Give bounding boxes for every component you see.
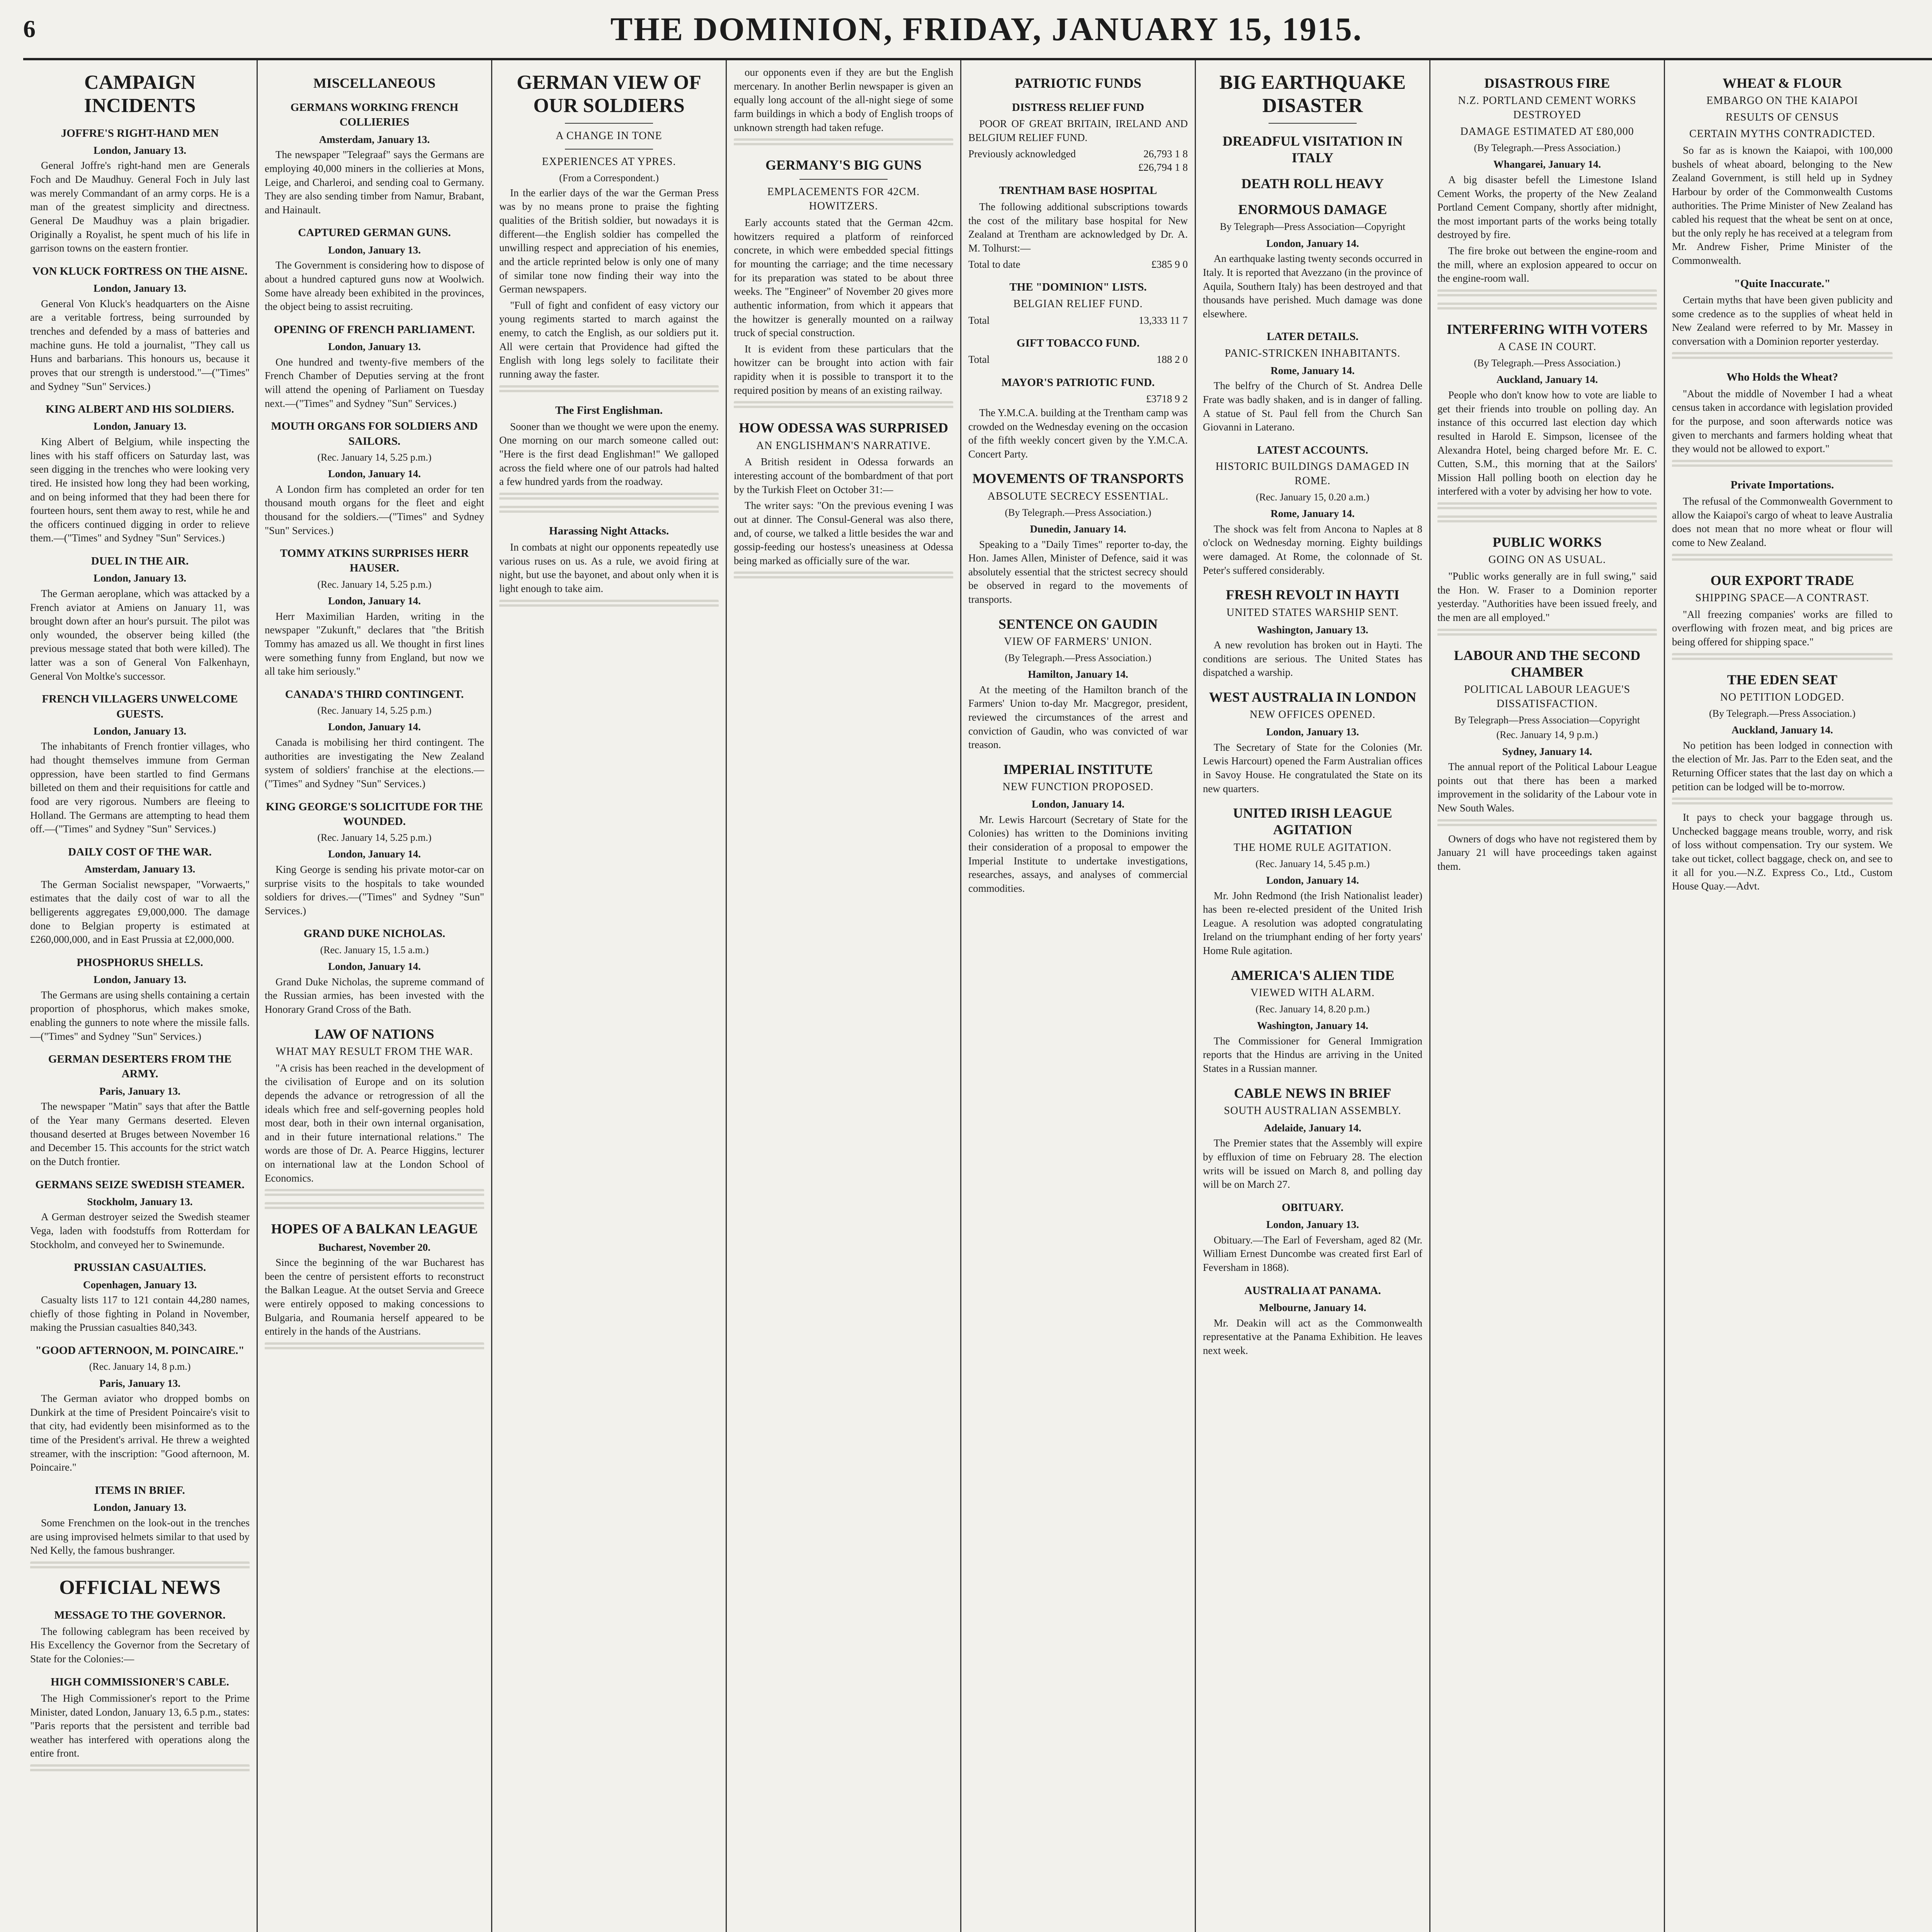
subheadline: EMPLACEMENTS FOR 42CM. HOWITZERS. bbox=[767, 186, 920, 213]
article-text: The shock was felt from Ancona to Naples at 8 o'clock on Wednesday morning. Eighty buildings were damaged. At Rome, the colonnade of St. Peter's suffered considerably. bbox=[1203, 523, 1422, 576]
subheadline: DEATH ROLL HEAVY bbox=[1241, 175, 1384, 191]
dateline: Auckland, January 14. bbox=[1496, 374, 1598, 386]
headline: MAYOR'S PATRIOTIC FUND. bbox=[1001, 376, 1155, 389]
article-text: The German Socialist newspaper, "Vorwaerts," estimates that the daily cost of war to all the belligerents aggregates £9,000,000. The damage done to Belgian property is estimated at £260,000,000, and in East Prussia at £2,000,000. bbox=[30, 878, 250, 946]
fund-row bbox=[968, 314, 1188, 328]
subheadline: NEW OFFICES OPENED. bbox=[1250, 709, 1376, 721]
fund-label: Total bbox=[968, 314, 990, 326]
dateline: London, January 14. bbox=[1031, 798, 1125, 810]
headline: TRENTHAM BASE HOSPITAL bbox=[999, 184, 1157, 197]
illegible-text-block bbox=[1437, 819, 1657, 828]
column-2 bbox=[258, 60, 492, 1932]
headline: Who Holds the Wheat? bbox=[1726, 371, 1838, 384]
article-text: Casualty lists 117 to 121 contain 44,280 names, chiefly of those fighting in Poland in November, making the Prussian casualties 840,343. bbox=[30, 1294, 250, 1333]
illegible-text-block bbox=[1437, 515, 1657, 525]
subheadline: THE HOME RULE AGITATION. bbox=[1233, 841, 1392, 854]
article-text: The writer says: "On the previous evening I was out at dinner. The Consul-General was also there, and, of course, we talked a little besides the war and gossip-feeding our hostess's uneasiness at Odessa being marked as officially sure of the war. bbox=[734, 500, 953, 566]
headline: GIFT TOBACCO FUND. bbox=[1016, 337, 1140, 350]
fund-value: 26,793 1 8 bbox=[1143, 148, 1188, 160]
headline: LABOUR AND THE SECOND CHAMBER bbox=[1454, 647, 1641, 680]
subheadline: A CASE IN COURT. bbox=[1498, 341, 1597, 353]
headline: WEST AUSTRALIA IN LONDON bbox=[1209, 689, 1417, 705]
illegible-text-block bbox=[499, 506, 719, 515]
dateline: Sydney, January 14. bbox=[1502, 745, 1592, 757]
source-line: (From a Correspondent.) bbox=[559, 172, 659, 184]
subheadline: SHIPPING SPACE—A CONTRAST. bbox=[1695, 592, 1869, 604]
fund-value: £385 9 0 bbox=[1151, 258, 1188, 270]
headline: AUSTRALIA AT PANAMA. bbox=[1244, 1284, 1381, 1297]
article-text: The Secretary of State for the Colonies (Mr. Lewis Harcourt) opened the Farm Australian offices in Savoy House. He congratulated the State on its new quarters. bbox=[1203, 741, 1422, 794]
newspaper-title: THE DOMINION, FRIDAY, JANUARY 15, 1915. bbox=[610, 10, 1363, 48]
article-text: Grand Duke Nicholas, the supreme command of the Russian armies, has been invested with the Honorary Grand Cross of the Bath. bbox=[265, 976, 484, 1015]
fund-total-row bbox=[968, 392, 1188, 406]
received-line: (Rec. January 14, 8.20 p.m.) bbox=[1255, 1003, 1370, 1015]
headline: GERMAN DESERTERS FROM THE ARMY. bbox=[48, 1053, 232, 1080]
article-text: Since the beginning of the war Bucharest has been the centre of persistent efforts to reconstruct the Balkan League. At the outset Servia and Greece were entirely opposed to making concessions to Bulgaria, and Roumania herself appeared to be entirely in the hands of the Austrians. bbox=[265, 1257, 484, 1337]
article-text: King Albert of Belgium, while inspecting the lines with his staff officers on Saturday last, was seen digging in the trenches who were looking very tired. He insisted how long they had been working, and on being informed that they had been there for fourteen hours, sent them away to rest, while he and the officers continued digging in order to relieve them.—("Times" and Sydney "Sun" Services.) bbox=[30, 436, 250, 544]
dateline: Paris, January 13. bbox=[99, 1377, 180, 1389]
headline: DUEL IN THE AIR. bbox=[91, 555, 189, 568]
fund-value: 13,333 11 7 bbox=[1138, 314, 1188, 326]
headline: GERMANY'S BIG GUNS bbox=[765, 157, 922, 173]
illegible-text-block bbox=[1437, 502, 1657, 512]
dateline: London, January 14. bbox=[328, 848, 421, 860]
received-line: (Rec. January 14, 8 p.m.) bbox=[89, 1361, 191, 1372]
article-text: A London firm has completed an order for ten thousand mouth organs for the fleet and eight thousand for the soldiers.—("Times" and Sydney "Sun" Services.) bbox=[265, 483, 484, 536]
headline: FRENCH VILLAGERS UNWELCOME GUESTS. bbox=[42, 693, 238, 720]
dateline: Bucharest, November 20. bbox=[318, 1241, 430, 1253]
byline: By Telegraph—Press Association—Copyright bbox=[1219, 221, 1406, 233]
column-1 bbox=[23, 60, 258, 1932]
subheadline: SOUTH AUSTRALIAN ASSEMBLY. bbox=[1224, 1104, 1401, 1117]
subheadline: EXPERIENCES AT YPRES. bbox=[542, 155, 676, 168]
article-text: Some Frenchmen on the look-out in the trenches are using improvised helmets similar to that used by Ned Kelly, the famous bushranger. bbox=[30, 1517, 250, 1556]
headline: VON KLUCK FORTRESS ON THE AISNE. bbox=[32, 265, 248, 277]
headline: SENTENCE ON GAUDIN bbox=[998, 616, 1158, 632]
headline: OPENING OF FRENCH PARLIAMENT. bbox=[274, 323, 475, 336]
illegible-text-block bbox=[499, 493, 719, 502]
subheadline: HISTORIC BUILDINGS DAMAGED IN ROME. bbox=[1215, 461, 1410, 487]
article-text: One hundred and twenty-five members of the French Chamber of Deputies serving at the front will attend the opening of Parliament on Tuesday next.—("Times" and Sydney "Sun" Services.) bbox=[265, 356, 484, 409]
headline: OFFICIAL NEWS bbox=[59, 1576, 221, 1599]
dateline: London, January 14. bbox=[328, 961, 421, 973]
illegible-text-block bbox=[1672, 554, 1893, 563]
article-text: The Y.M.C.A. building at the Trentham camp was crowded on the Wednesday evening on the occasion of the fifth weekly concert given by the Y.M.C.A. Concert Party. bbox=[968, 406, 1188, 460]
article-text: Canada is mobilising her third contingent. The authorities are investigating the New Zealand system of soldiers' franchise at the elections.—("Times" and Sydney "Sun" Services.) bbox=[265, 736, 484, 789]
byline: (By Telegraph.—Press Association.) bbox=[1474, 142, 1621, 154]
article-text: A British resident in Odessa forwards an interesting account of the bombardment of that port by the Turkish Fleet on October 31:— bbox=[734, 456, 953, 495]
article-text: General Joffre's right-hand men are Generals Foch and De Maudhuy. General Foch in July last was merely Commandant of an army corps. He is a man of the greatest simplicity and directness. General De Maudhuy was a plain brigadier. Originally a Royalist, he spent much of his life in garrison towns on the eastern frontier. bbox=[30, 160, 250, 254]
headline: MOVEMENTS OF TRANSPORTS bbox=[972, 471, 1184, 486]
illegible-text-block bbox=[499, 600, 719, 609]
headline: MISCELLANEOUS bbox=[313, 75, 436, 91]
columns bbox=[23, 60, 1932, 1932]
headline: HIGH COMMISSIONER'S CABLE. bbox=[51, 1675, 229, 1688]
dateline: London, January 13. bbox=[93, 282, 187, 294]
page-number: 6 bbox=[23, 15, 37, 43]
headline: Harassing Night Attacks. bbox=[549, 524, 669, 537]
headline: UNITED IRISH LEAGUE AGITATION bbox=[1233, 805, 1393, 838]
headline: THE "DOMINION" LISTS. bbox=[1009, 281, 1147, 294]
headline: LATER DETAILS. bbox=[1267, 330, 1359, 343]
article-text: A big disaster befell the Limestone Island Cement Works, the property of the New Zealand Portland Cement Company, shortly after midnight, the most important parts of the works being totally destroyed by fire. bbox=[1437, 173, 1657, 241]
dateline: Amsterdam, January 13. bbox=[84, 863, 196, 875]
column-7 bbox=[1430, 60, 1665, 1932]
subheadline: VIEWED WITH ALARM. bbox=[1250, 986, 1375, 999]
article-text: Herr Maximilian Harden, writing in the newspaper "Zukunft," declares that "the British Tommy has amazed us all. We thought in first lines were something funny from England, but now we all take him seriously." bbox=[265, 610, 484, 677]
article-text: The Government is considering how to dispose of about a hundred captured guns now at Woolwich. Some have already been exhibited in the provinces, the object being to assist recruiting. bbox=[265, 259, 484, 313]
headline: PUBLIC WORKS bbox=[1492, 534, 1602, 550]
article-text: The High Commissioner's report to the Prime Minister, dated London, January 13, 6.5 p.m., states: "Paris reports that the persistent and terrible bad weather has interfered with operations along the entire front. bbox=[30, 1692, 250, 1759]
advertisement-text: It pays to check your baggage through us. Unchecked baggage means trouble, worry, and risk of loss without compensation. Try our system. We take out ticket, collect baggage, check on, and see to it all for you.—N.Z. Express Co., Ltd., Custom House Quay.—Advt. bbox=[1672, 811, 1893, 892]
illegible-text-block bbox=[1672, 798, 1893, 807]
dateline: London, January 14. bbox=[1266, 874, 1359, 886]
article-text: Mr. John Redmond (the Irish Nationalist leader) has been re-elected president of the United Irish League. A resolution was adopted congratulating Ireland on the triumphant ending of her forty years' Home Rule agitation. bbox=[1203, 889, 1422, 957]
subheadline: ABSOLUTE SECRECY ESSENTIAL. bbox=[987, 490, 1169, 502]
headline: DAILY COST OF THE WAR. bbox=[68, 845, 212, 858]
headline: CAMPAIGN INCIDENTS bbox=[84, 71, 196, 117]
subheadline: CERTAIN MYTHS CONTRADICTED. bbox=[1689, 128, 1876, 140]
article-text: At the meeting of the Hamilton branch of the Farmers' Union to-day Mr. Macgregor, president, reviewed the circumstances of the arrest and conviction of Gaudin, who was convicted of war treason. bbox=[968, 684, 1188, 751]
dateline: Dunedin, January 14. bbox=[1030, 523, 1126, 535]
dateline: Paris, January 13. bbox=[99, 1085, 180, 1097]
article-text: The annual report of the Political Labour League points out that there has been a marked improvement in the solidarity of the Labour vote in New South Wales. bbox=[1437, 761, 1657, 814]
headline: Private Importations. bbox=[1730, 478, 1834, 491]
dateline: London, January 13. bbox=[93, 725, 187, 737]
subheadline: DAMAGE ESTIMATED AT £80,000 bbox=[1460, 126, 1634, 138]
article-text: The Germans are using shells containing a certain proportion of phosphorus, which makes smoke, enabling the gunners to note where the missile falls.—("Times" and Sydney "Sun" Services.) bbox=[30, 989, 250, 1042]
headline: BIG EARTHQUAKE DISASTER bbox=[1219, 71, 1406, 117]
subheadline: DREADFUL VISITATION IN ITALY bbox=[1222, 133, 1403, 165]
article-text: The German aeroplane, which was attacked by a French aviator at Amiens on January 11, was brought down after an hour's pursuit. The pilot was only wounded, the observer being killed (the previous message stated that both were killed). The latter was a son of General Von Falkenhayn, General Von Moltke's successor. bbox=[30, 587, 250, 682]
dateline: Whangarei, January 14. bbox=[1493, 158, 1601, 170]
dateline: London, January 13. bbox=[1266, 726, 1359, 738]
article-text: Mr. Lewis Harcourt (Secretary of State for the Colonies) has written to the Dominions inviting their consideration of a proposal to empower the Imperial Institute to undertake investigations, researches, assays, and analyses of commercial commodities. bbox=[968, 813, 1188, 894]
article-text: Owners of dogs who have not registered them by January 21 will have proceedings taken against them. bbox=[1437, 833, 1657, 872]
byline: (By Telegraph.—Press Association.) bbox=[1005, 507, 1151, 518]
headline: PATRIOTIC FUNDS bbox=[1015, 75, 1141, 91]
dateline: London, January 14. bbox=[328, 721, 421, 733]
headline: DISTRESS RELIEF FUND bbox=[1012, 101, 1145, 114]
article-text: The newspaper "Telegraaf" says the Germans are employing 40,000 miners in the collieries at Mons, Leige, and Charleroi, and sending coal to Germany. They are also sending timber from Namur, Brabant, and Hainault. bbox=[265, 149, 484, 216]
received-line: (Rec. January 14, 5.25 p.m.) bbox=[317, 578, 432, 590]
fund-label: Total to date bbox=[968, 258, 1020, 270]
headline: LATEST ACCOUNTS. bbox=[1257, 444, 1368, 456]
headline: KING ALBERT AND HIS SOLDIERS. bbox=[46, 403, 234, 416]
received-line: (Rec. January 14, 5.25 p.m.) bbox=[317, 832, 432, 844]
article-text: Speaking to a "Daily Times" reporter to-day, the Hon. James Allen, Minister of Defence, said it was absolutely essential that the strictest secrecy should be observed in regard to the movements of transports. bbox=[968, 538, 1188, 605]
headline: "GOOD AFTERNOON, M. POINCAIRE." bbox=[35, 1344, 245, 1357]
article-text: So far as is known the Kaiapoi, with 100,000 bushels of wheat aboard, belonging to the New Zealand Government, is still held up in Sydney Harbour by order of the Commonwealth Customs authorities. The Prime Minister of New Zealand has cabled his request that the wheat be sent on at once, but the only reply he has received at a telegram from Mr. Andrew Fisher, Prime Minister of the Commonwealth. bbox=[1672, 145, 1893, 267]
illegible-text-block bbox=[1672, 352, 1893, 361]
column-5 bbox=[961, 60, 1196, 1932]
received-line: (Rec. January 14, 5.25 p.m.) bbox=[317, 705, 432, 716]
received-line: (Rec. January 14, 5.45 p.m.) bbox=[1255, 858, 1370, 869]
headline: KING GEORGE'S SOLICITUDE FOR THE WOUNDED. bbox=[266, 800, 483, 828]
dateline: London, January 13. bbox=[93, 1502, 187, 1514]
article-text: The Premier states that the Assembly will expire by effluxion of time on February 28. The election writs will be issued on March 8, and polling day will be on March 27. bbox=[1203, 1137, 1422, 1190]
dateline: Amsterdam, January 13. bbox=[319, 133, 430, 145]
article-text: King George is sending his private motor-car on surprise visits to the hospitals to take wounded soldiers for drives.—("Times" and Sydney "Sun" Services.) bbox=[265, 863, 484, 917]
article-text: Early accounts stated that the German 42cm. howitzers required a platform of reinforced concrete, in which were embedded special fittings for mounting the carriage; and the time necessary for its preparation was stated to be about three weeks. The "Engineer" of November 20 gives more authentic information, from which it appears that the howitzer is generally mounted on a railway truck of special construction. bbox=[734, 217, 953, 339]
subheadline: N.Z. PORTLAND CEMENT WORKS DESTROYED bbox=[1458, 95, 1636, 121]
fund-label: Previously acknowledged bbox=[968, 148, 1076, 160]
headline: THE EDEN SEAT bbox=[1727, 672, 1838, 687]
article-text: The inhabitants of French frontier villages, who had thought themselves immune from German oppression, have been startled to find Germans billeted on them and their requisitions for cattle and food are very rigorous. Numbers are fleeing to Holland. The Germans are attempting to head them off.—("Times" and Sydney "Sun" Services.) bbox=[30, 740, 250, 835]
article-text: "All freezing companies' works are filled to overflowing with frozen meat, and big prices are being offered for shipping space." bbox=[1672, 608, 1893, 648]
fund-value: 188 2 0 bbox=[1156, 354, 1188, 366]
subheadline: PANIC-STRICKEN INHABITANTS. bbox=[1225, 347, 1401, 359]
article-text: "Public works generally are in full swing," said the Hon. W. Fraser to a Dominion reporter yesterday. "Authorities have been issued freely, and the men are all employed." bbox=[1437, 570, 1657, 624]
byline: (By Telegraph.—Press Association.) bbox=[1709, 707, 1855, 719]
headline: INTERFERING WITH VOTERS bbox=[1446, 321, 1648, 337]
byline: (By Telegraph.—Press Association.) bbox=[1005, 652, 1151, 663]
byline: (By Telegraph.—Press Association.) bbox=[1474, 357, 1621, 369]
dateline: London, January 13. bbox=[93, 572, 187, 584]
dateline: Rome, January 14. bbox=[1270, 364, 1355, 376]
subheadline: POLITICAL LABOUR LEAGUE'S DISSATISFACTION. bbox=[1464, 684, 1631, 710]
subheadline: NO PETITION LODGED. bbox=[1720, 691, 1845, 703]
dateline: Copenhagen, January 13. bbox=[83, 1279, 197, 1291]
article-text: No petition has been lodged in connection with the election of Mr. Jas. Parr to the Eden seat, and the Returning Officer states that the last day on which a petition can be lodged will be to-morrow. bbox=[1672, 739, 1893, 793]
article-text: POOR OF GREAT BRITAIN, IRELAND AND BELGIUM RELIEF FUND. bbox=[968, 118, 1188, 144]
article-text: A new revolution has broken out in Hayti. The conditions are serious. The United States has dispatched a warship. bbox=[1203, 639, 1422, 679]
headline: GRAND DUKE NICHOLAS. bbox=[303, 927, 446, 940]
article-text: The refusal of the Commonwealth Government to allow the Kaiapoi's cargo of wheat to leave Australia does not mean that no more wheat or flour will come to New Zealand. bbox=[1672, 495, 1893, 548]
dateline: London, January 14. bbox=[328, 468, 421, 480]
article-text: General Von Kluck's headquarters on the Aisne are a veritable fortress, being surrounded by trenches and defended by a mass of batteries and machine guns. He told a journalist, "They call us Huns and barbarians. This honours us, because it proves that our strength is understood."—("Times" and Sydney "Sun" Services.) bbox=[30, 298, 250, 392]
article-text: In combats at night our opponents repeatedly use various ruses on us. As a rule, we avoid firing at night, but use the bayonet, and about only when it is light enough to take aim. bbox=[499, 541, 719, 595]
subheadline: JOFFRE'S RIGHT-HAND MEN bbox=[61, 127, 219, 139]
headline: "Quite Inaccurate." bbox=[1734, 277, 1831, 290]
dateline: Auckland, January 14. bbox=[1731, 724, 1833, 736]
illegible-text-block bbox=[734, 571, 953, 581]
subheadline: GOING ON AS USUAL. bbox=[1488, 554, 1606, 566]
subheadline: AN ENGLISHMAN'S NARRATIVE. bbox=[756, 439, 931, 452]
column-3 bbox=[492, 60, 727, 1932]
dateline: Washington, January 13. bbox=[1257, 624, 1369, 636]
illegible-text-block bbox=[1437, 629, 1657, 638]
dateline: London, January 13. bbox=[93, 974, 187, 986]
headline: TOMMY ATKINS SURPRISES HERR HAUSER. bbox=[280, 547, 469, 575]
headline: DISASTROUS FIRE bbox=[1484, 75, 1610, 91]
illegible-text-block bbox=[1672, 653, 1893, 662]
article-text: Certain myths that have been given publicity and some credence as to the supplies of wheat held in New Zealand were referred to by Mr. Massey in conversation with a Dominion reporter yesterday. bbox=[1672, 294, 1893, 347]
headline: IMPERIAL INSTITUTE bbox=[1003, 761, 1153, 777]
dateline: London, January 13. bbox=[328, 244, 421, 256]
divider bbox=[1269, 123, 1356, 124]
subheadline: WHAT MAY RESULT FROM THE WAR. bbox=[276, 1045, 473, 1058]
article-text: Mr. Deakin will act as the Commonwealth representative at the Panama Exhibition. He leaves next week. bbox=[1203, 1317, 1422, 1356]
subheadline: NEW FUNCTION PROPOSED. bbox=[1002, 781, 1154, 793]
article-text: Obituary.—The Earl of Feversham, aged 82 (Mr. William Ernest Duncombe was created first Earl of Feversham in 1868). bbox=[1203, 1234, 1422, 1274]
subheadline: RESULTS OF CENSUS bbox=[1726, 111, 1839, 124]
headline: CAPTURED GERMAN GUNS. bbox=[298, 226, 451, 239]
article-text: A German destroyer seized the Swedish steamer Vega, laden with foodstuffs from Rotterdam for Stockholm, and conveyed her to Swinemunde. bbox=[30, 1211, 250, 1250]
article-text: The fire broke out between the engine-room and the mill, where an explosion appeared to occur on the engine-room wall. bbox=[1437, 245, 1657, 284]
illegible-text-block bbox=[734, 401, 953, 410]
dateline: London, January 13. bbox=[328, 341, 421, 353]
column-4 bbox=[727, 60, 961, 1932]
article-text: The following additional subscriptions towards the cost of the military base hospital for New Zealand at Trentham are acknowledged by Dr. A. M. Tolhurst:— bbox=[968, 201, 1188, 254]
illegible-text-block bbox=[265, 1202, 484, 1211]
fund-total-row bbox=[968, 161, 1188, 175]
headline: CABLE NEWS IN BRIEF bbox=[1234, 1085, 1391, 1101]
headline: PRUSSIAN CASUALTIES. bbox=[73, 1261, 206, 1274]
headline: FRESH REVOLT IN HAYTI bbox=[1226, 587, 1400, 603]
dateline: Washington, January 14. bbox=[1257, 1020, 1369, 1032]
illegible-text-block bbox=[499, 385, 719, 395]
article-text: Sooner than we thought we were upon the enemy. One morning on our march someone called out: "Here is the first dead Englishman!" We galloped across the field where one of our patrols had halted a few hundred yards from the roadway. bbox=[499, 420, 719, 488]
dateline: Adelaide, January 14. bbox=[1264, 1122, 1362, 1134]
headline: GERMANS WORKING FRENCH COLLIERIES bbox=[290, 101, 459, 129]
article-text: "Full of fight and confident of easy victory our young regiments started to march against the enemy, to catch the English, as our soldiers put it. All were certain that Providence had gifted the English with long legs solely to facilitate their running away the faster. bbox=[499, 299, 719, 380]
headline: MESSAGE TO THE GOVERNOR. bbox=[54, 1609, 226, 1621]
received-line: (Rec. January 14, 9 p.m.) bbox=[1496, 729, 1598, 741]
article-text: People who don't know how to vote are liable to get their friends into trouble on polling day. An instance of this occurred last election day which resulted in Harold E. Simpson, licensee of the Alexandra Hotel, being charged before Mr. E. C. Cutten, S.M., this morning that at the Sailors' Mission Hall polling booth on election day he interfered with a voter by advising her how to vote. bbox=[1437, 389, 1657, 497]
dateline: London, January 13. bbox=[93, 420, 187, 432]
headline: CANADA'S THIRD CONTINGENT. bbox=[285, 688, 464, 701]
article-text: The newspaper "Matin" says that after the Battle of the Year many Germans deserted. Eleven thousand deserted at Bruges between November 16 and December 15. This accounts for the strict watch on the Dutch frontier. bbox=[30, 1100, 250, 1167]
dateline: London, January 14. bbox=[328, 595, 421, 607]
divider bbox=[799, 179, 887, 180]
headline: WHEAT & FLOUR bbox=[1723, 75, 1842, 91]
illegible-text-block bbox=[30, 1764, 250, 1774]
illegible-text-block bbox=[1437, 303, 1657, 312]
divider bbox=[565, 123, 653, 124]
column-6 bbox=[1196, 60, 1430, 1932]
illegible-text-block bbox=[265, 1189, 484, 1198]
dateline: Stockholm, January 13. bbox=[87, 1196, 193, 1208]
masthead bbox=[23, 0, 1932, 60]
headline: OUR EXPORT TRADE bbox=[1710, 572, 1854, 588]
illegible-text-block bbox=[1672, 460, 1893, 469]
headline: HOPES OF A BALKAN LEAGUE bbox=[271, 1221, 478, 1237]
subheadline: VIEW OF FARMERS' UNION. bbox=[1004, 635, 1152, 648]
headline: ITEMS IN BRIEF. bbox=[95, 1484, 185, 1497]
illegible-text-block bbox=[265, 1342, 484, 1352]
dateline: London, January 13. bbox=[1266, 1219, 1359, 1231]
received-line: (Rec. January 14, 5.25 p.m.) bbox=[317, 451, 432, 463]
headline: The First Englishman. bbox=[555, 404, 663, 417]
dateline: Hamilton, January 14. bbox=[1028, 668, 1128, 680]
illegible-text-block bbox=[734, 138, 953, 148]
article-text: "About the middle of November I had a wheat census taken in accordance with legislation provided for the purpose, and soon afterwards notice was given to merchants and farmers holding wheat that they would not be allowed to export." bbox=[1672, 388, 1893, 455]
headline: OBITUARY. bbox=[1282, 1201, 1344, 1214]
article-text: An earthquake lasting twenty seconds occurred in Italy. It is reported that Avezzano (in the province of Aquila, Southern Italy) has been destroyed and that thousands have perished. Much damage was done elsewhere. bbox=[1203, 253, 1422, 320]
divider bbox=[565, 149, 653, 150]
article-text: The Commissioner for General Immigration reports that the Hindus are arriving in the United States in a Russian manner. bbox=[1203, 1035, 1422, 1074]
article-text: "A crisis has been reached in the development of the civilisation of Europe and on its solution depends the advance or retrogression of all the ideals which free and self-governing peoples hold most dear, both in their own internal organisation, and in their future international relations." The words are those of Dr. A. Pearce Higgins, lecturer on international law at the London School of Economics. bbox=[265, 1062, 484, 1184]
headline: PHOSPHORUS SHELLS. bbox=[77, 956, 203, 969]
subheadline: A CHANGE IN TONE bbox=[556, 129, 662, 142]
column-8 bbox=[1665, 60, 1900, 1932]
headline: MOUTH ORGANS FOR SOLDIERS AND SAILORS. bbox=[271, 420, 478, 447]
fund-row bbox=[968, 353, 1188, 367]
received-line: (Rec. January 15, 1.5 a.m.) bbox=[320, 944, 429, 956]
headline: AMERICA'S ALIEN TIDE bbox=[1231, 967, 1395, 983]
fund-total: £26,794 1 8 bbox=[1138, 162, 1188, 173]
article-text: The German aviator who dropped bombs on Dunkirk at the time of President Poincaire's visit to that city, had evidently been misinformed as to the time of the President's arrival. He threw a weighted streamer, with the inscription: "Good afternoon, M. Poincaire." bbox=[30, 1393, 250, 1473]
subheadline: ENORMOUS DAMAGE bbox=[1238, 202, 1387, 218]
dateline: London, January 13. bbox=[93, 144, 187, 156]
headline: LAW OF NATIONS bbox=[315, 1026, 434, 1042]
subheadline: EMBARGO ON THE KAIAPOI bbox=[1706, 95, 1858, 107]
subheadline: UNITED STATES WARSHIP SENT. bbox=[1226, 606, 1399, 619]
received-line: (Rec. January 15, 0.20 a.m.) bbox=[1256, 491, 1369, 503]
fund-row bbox=[968, 258, 1188, 272]
headline: GERMAN VIEW OF OUR SOLDIERS bbox=[517, 71, 701, 117]
article-text: It is evident from these particulars that the howitzer can be brought into action with fair rapidity when it is possible to transport it to the required position by means of an existing railway. bbox=[734, 343, 953, 396]
article-text: The belfry of the Church of St. Andrea Delle Frate was badly shaken, and is in danger of falling. A statue of St. Paul fell from the Church San Giovanni in Laterano. bbox=[1203, 380, 1422, 433]
article-text: In the earlier days of the war the German Press was by no means prone to praise the fighting qualities of the British soldier, but nowadays it is different—the English soldier has compelled the unwilling respect and appreciation of his enemies, and the article reprinted below is only one of many of similar tone now finding their way into the German newspapers. bbox=[499, 187, 719, 295]
article-text: The following cablegram has been received by His Excellency the Governor from the Secretary of State for the Colonies:— bbox=[30, 1625, 250, 1665]
fund-label: Total bbox=[968, 354, 990, 366]
dateline: London, January 14. bbox=[1266, 237, 1359, 249]
dateline: Rome, January 14. bbox=[1270, 508, 1355, 520]
headline: HOW ODESSA WAS SURPRISED bbox=[739, 420, 948, 436]
dateline: Melbourne, January 14. bbox=[1259, 1301, 1366, 1313]
headline: GERMANS SEIZE SWEDISH STEAMER. bbox=[35, 1178, 245, 1191]
fund-total: £3718 9 2 bbox=[1146, 393, 1188, 405]
subheadline: BELGIAN RELIEF FUND. bbox=[1013, 298, 1143, 310]
illegible-text-block bbox=[1437, 289, 1657, 299]
article-text: our opponents even if they are but the English mercenary. In another Berlin newspaper is given an equally long account of the all-night siege of some farm buildings in which a body of English troops of unknown strength had taken refuge. bbox=[734, 66, 953, 133]
byline: By Telegraph—Press Association—Copyright bbox=[1454, 714, 1640, 726]
fund-row bbox=[968, 147, 1188, 161]
illegible-text-block bbox=[30, 1561, 250, 1571]
